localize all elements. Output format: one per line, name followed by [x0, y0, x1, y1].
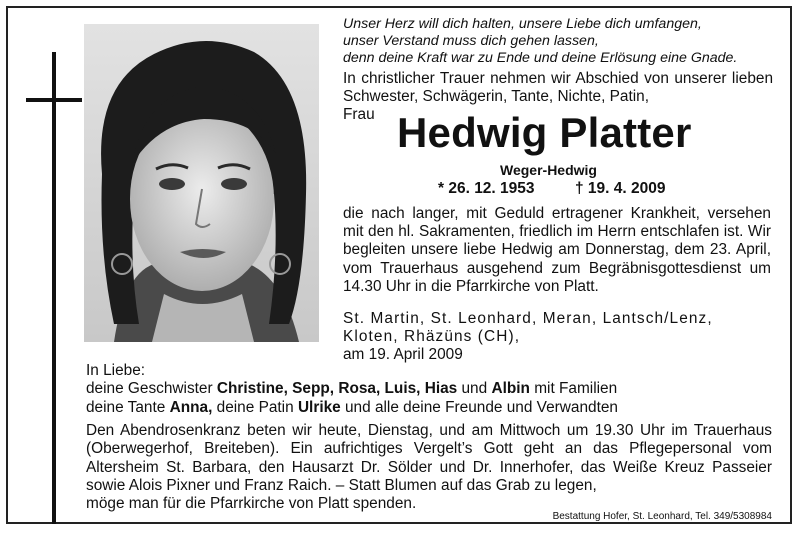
aunt-name: Anna, — [169, 398, 213, 416]
text-fragment: deine Geschwister — [86, 380, 217, 397]
rosary-last-line: möge man für die Pfarrkirche von Platt spenden. — [86, 495, 417, 513]
poem-line: Unser Herz will dich halten, unsere Liebe dich umfangen, — [343, 16, 702, 32]
notice-date: am 19. April 2009 — [343, 346, 463, 363]
places-list: St. Martin, St. Leonhard, Meran, Lantsch/Lenz, Kloten, Rhäzüns (CH), — [343, 310, 713, 346]
mourners-heading: In Liebe: — [86, 362, 146, 379]
text-fragment: und alle deine Freunde und Verwandten — [340, 398, 618, 416]
rosary-text: Den Abendrosenkranz beten wir heute, Dienstag, und am Mittwoch um 19.30 Uhr im Trauerhaus (Oberwegerhof, Breiteben). Ein aufrichtiges Vergelt’s Gott geht an das Pflegepersonal vom Altersheim St. Barbara, den Hausarzt Dr. Sölder und Dr. Innerhofer, das Weiße Kreuz Passeier sowie Alois Pixner und Franz Raich. – Statt Blumen auf das Grab zu legen, — [86, 422, 772, 494]
siblings-names: Christine, Sepp, Rosa, Luis, Hias — [216, 380, 458, 397]
birth-date: * 26. 12. 1953 — [438, 180, 535, 197]
text-fragment: deine Tante — [86, 398, 170, 416]
godmother-name: Ulrike — [297, 398, 341, 416]
text-fragment: und — [457, 380, 492, 397]
intro-paragraph: In christlicher Trauer nehmen wir Abschied von unserer lieben Schwester, Schwägerin, Tante, Nichte, Patin, — [343, 70, 773, 105]
funeral-paragraph: die nach langer, mit Geduld ertragener Krankheit, versehen mit den hl. Sakramenten, friedlich im Herrn entschlafen ist. Wir begleiten unsere liebe Hedwig am Donnerstag, dem 23. April, vom Trauerhaus ausgehend zum Begräbnisgottesdienst um 14.30 Uhr in die Pfarrkirche von Platt. — [343, 205, 771, 295]
rosary-paragraph — [86, 422, 772, 513]
mourners-line-siblings — [86, 380, 618, 399]
undertaker-credit: Bestattung Hofer, St. Leonhard, Tel. 349/5308984 — [552, 511, 772, 522]
text-fragment: mit Familien — [529, 380, 618, 397]
mourners-list — [86, 380, 618, 417]
sibling-name: Albin — [491, 380, 530, 397]
poem-line: unser Verstand muss dich gehen lassen, — [343, 33, 599, 49]
maiden-name: Weger-Hedwig — [500, 162, 597, 178]
mourners-line-relatives — [86, 399, 618, 418]
cross-icon-horizontal — [26, 98, 82, 102]
title-frau: Frau — [343, 106, 375, 123]
poem-verse — [343, 16, 783, 67]
portrait-illustration — [84, 24, 319, 342]
cross-icon-vertical — [52, 52, 56, 524]
death-date: † 19. 4. 2009 — [575, 180, 666, 197]
text-fragment: deine Patin — [212, 398, 298, 416]
deceased-name: Hedwig Platter — [397, 109, 692, 156]
portrait-photo — [84, 24, 319, 342]
poem-line: denn deine Kraft war zu Ende und deine Erlösung eine Gnade. — [343, 50, 738, 66]
